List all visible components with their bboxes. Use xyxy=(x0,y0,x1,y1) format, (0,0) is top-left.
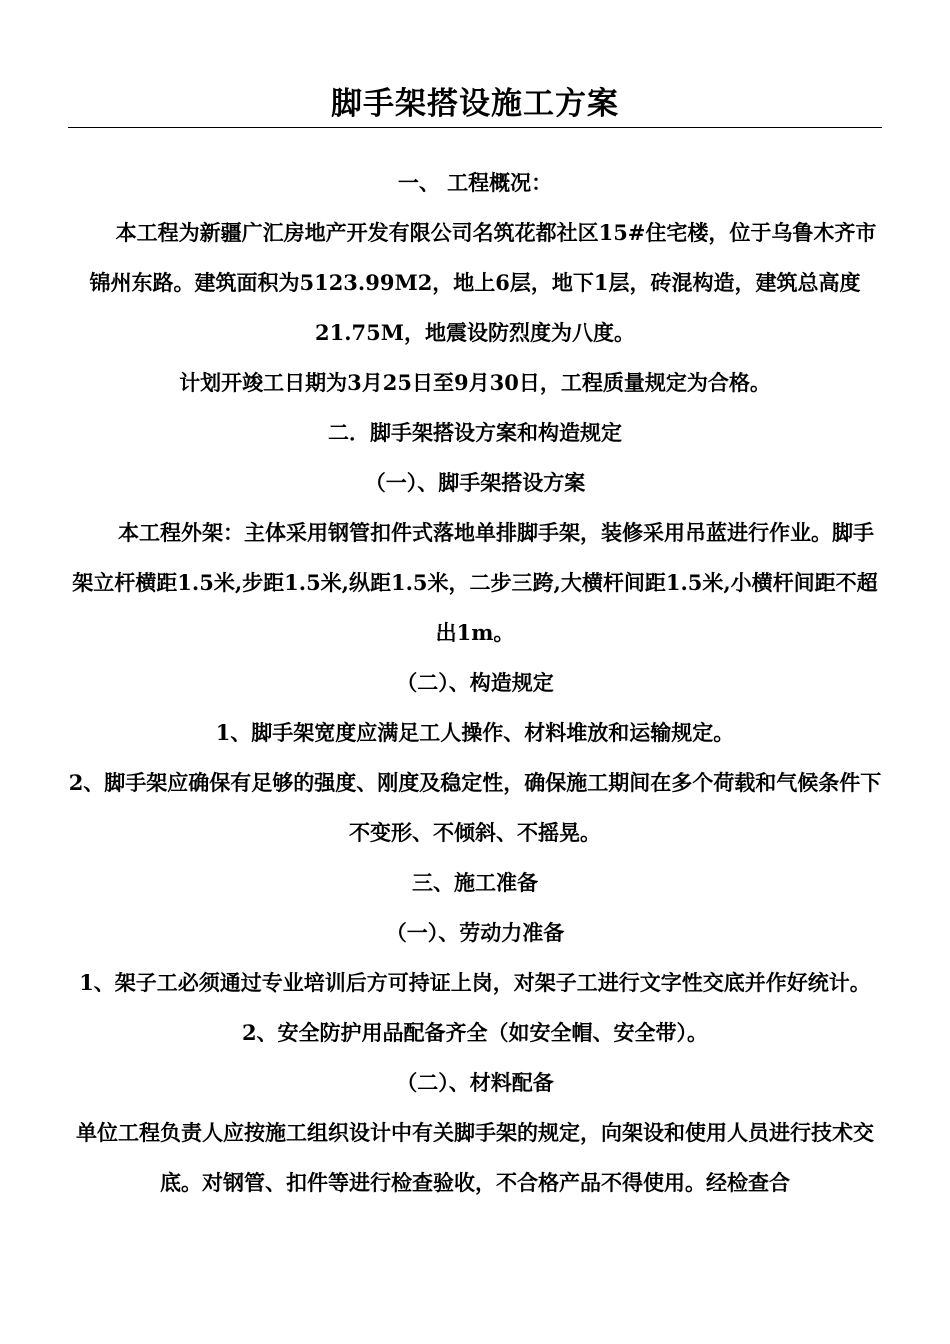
paragraph-project-description: 本工程为新疆广汇房地产开发有限公司名筑花都社区15#住宅楼，位于乌鲁木齐市锦州东路。建筑面积为5123.99M2，地上6层，地下1层，砖混构造，建筑总高度21.75M，地震设防烈度为八度。 xyxy=(89,220,877,345)
paragraph-schedule: 计划开竣工日期为3月25日至9月30日，工程质量规定为合格。 xyxy=(179,370,771,395)
subsection-heading-construction-rules: （二）、构造规定 xyxy=(396,670,554,695)
list-item-rule-2: 2、脚手架应确保有足够的强度、刚度及稳定性，确保施工期间在多个荷载和气候条件下不变形、不倾斜、不摇晃。 xyxy=(68,770,882,845)
title-underline xyxy=(68,127,882,128)
list-item-rule-1: 1、脚手架宽度应满足工人操作、材料堆放和运输规定。 xyxy=(215,720,735,745)
document-title: 脚手架搭设施工方案 xyxy=(331,86,619,122)
section-heading-preparation: 三、施工准备 xyxy=(412,870,538,895)
document-body xyxy=(68,158,882,1208)
list-item-labor-2: 2、安全防护用品配备齐全（如安全帽、安全带）。 xyxy=(241,1020,709,1045)
paragraph-scaffold-scheme: 本工程外架：主体采用钢管扣件式落地单排脚手架，装修采用吊蓝进行作业。脚手架立杆横距1.5米,步距1.5米,纵距1.5米，二步三跨,大横杆间距1.5米,小横杆间距不超出1m。 xyxy=(72,520,878,645)
subsection-heading-scaffold-scheme: （一）、脚手架搭设方案 xyxy=(364,470,586,495)
section-heading-overview: 一、 工程概况： xyxy=(397,170,553,195)
subsection-heading-materials: （二）、材料配备 xyxy=(396,1070,554,1095)
section-heading-scaffold-plan: 二．脚手架搭设方案和构造规定 xyxy=(328,420,622,445)
paragraph-materials: 单位工程负责人应按施工组织设计中有关脚手架的规定，向架设和使用人员进行技术交底。对钢管、扣件等进行检查验收，不合格产品不得使用。经检查合 xyxy=(76,1120,874,1195)
list-item-labor-1: 1、架子工必须通过专业培训后方可持证上岗，对架子工进行文字性交底并作好统计。 xyxy=(79,970,871,995)
subsection-heading-labor: （一）、劳动力准备 xyxy=(385,920,565,945)
